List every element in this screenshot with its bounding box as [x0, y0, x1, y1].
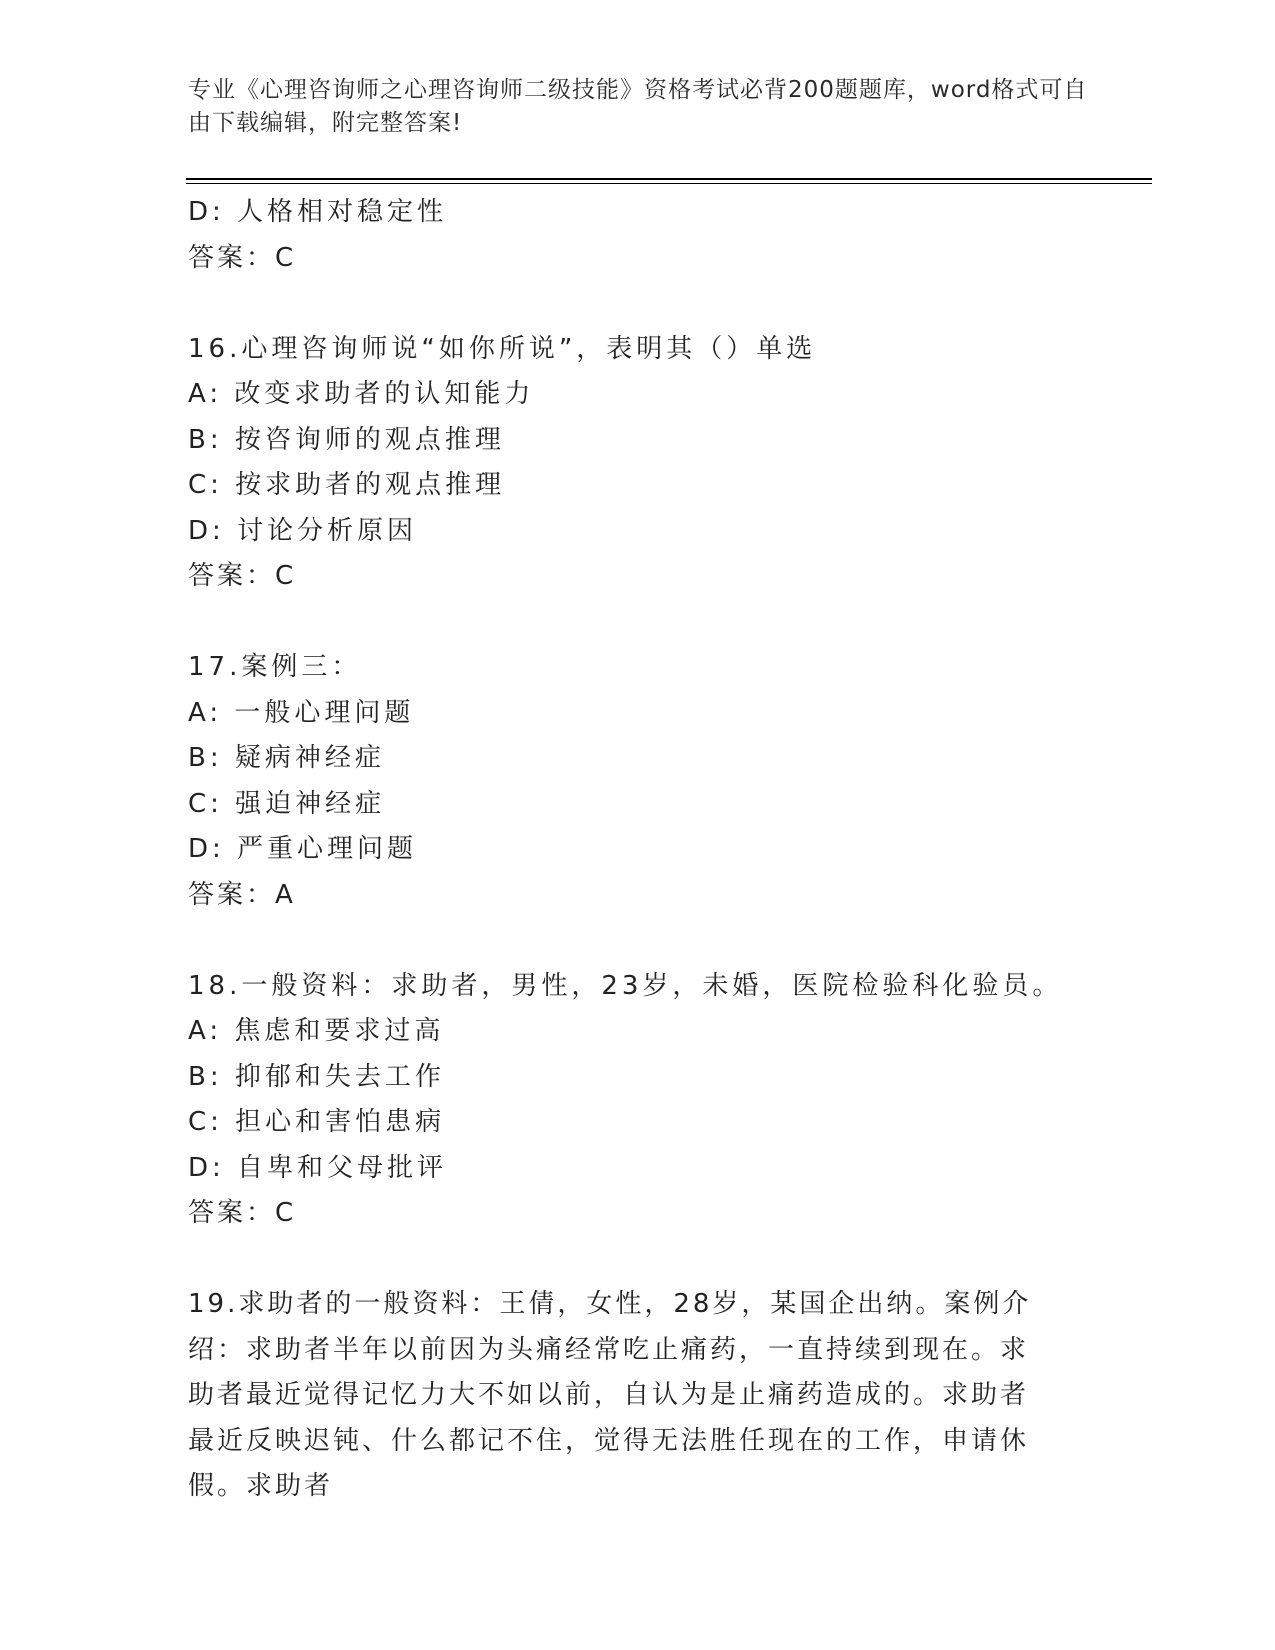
q15-option-d: D: 人格相对稳定性: [188, 197, 448, 227]
header-rule-thin: [186, 183, 1152, 184]
q16-option-b: B: 按咨询师的观点推理: [188, 424, 505, 455]
q18-option-c: C: 担心和害怕患病: [188, 1107, 446, 1137]
q17-stem: 17.案例三：: [188, 652, 362, 682]
header-rule-thick: [186, 178, 1152, 180]
q16-answer: 答案：C: [188, 561, 297, 591]
q15-answer: 答案：C: [188, 242, 297, 273]
spacer: [188, 1237, 1068, 1283]
q18-option-b: B: 抑郁和失去工作: [188, 1061, 445, 1092]
q16-option-a: A: 改变求助者的认知能力: [188, 379, 535, 409]
document-header: 专业《心理咨询师之心理咨询师二级技能》资格考试必背200题题库，word格式可自由下载编辑，附完整答案!: [188, 77, 1088, 136]
q16-option-c: C: 按求助者的观点推理: [188, 470, 506, 500]
q17-answer: 答案：A: [188, 879, 296, 910]
spacer: [188, 918, 1068, 964]
q17-option-d: D: 严重心理问题: [188, 834, 418, 864]
q16-stem: 16.心理咨询师说“如你所说”，表明其（）单选: [188, 333, 817, 364]
q18-answer: 答案：C: [188, 1198, 297, 1228]
q18-stem: 18.一般资料：求助者，男性，23岁，未婚，医院检验科化验员。: [188, 970, 1063, 1001]
q16-option-d: D: 讨论分析原因: [188, 515, 418, 546]
spacer: [188, 600, 1068, 646]
q17-option-a: A: 一般心理问题: [188, 697, 415, 728]
q18-option-a: A: 焦虑和要求过高: [188, 1016, 445, 1046]
q17-option-c: C: 强迫神经症: [188, 788, 386, 819]
q18-option-d: D: 自卑和父母批评: [188, 1152, 448, 1183]
question-list: [188, 190, 1068, 1510]
spacer: [188, 281, 1068, 327]
q17-option-b: B: 疑病神经症: [188, 743, 385, 773]
q19-stem: 19.求助者的一般资料：王倩，女性，28岁，某国企出纳。案例介绍：求助者半年以前因为头痛经常吃止痛药，一直持续到现在。求助者最近觉得记忆力大不如以前，自认为是止痛药造成的。求助者最近反映迟钝、什么都记不住，觉得无法胜任现在的工作，申请休假。求助者: [188, 1289, 1032, 1501]
